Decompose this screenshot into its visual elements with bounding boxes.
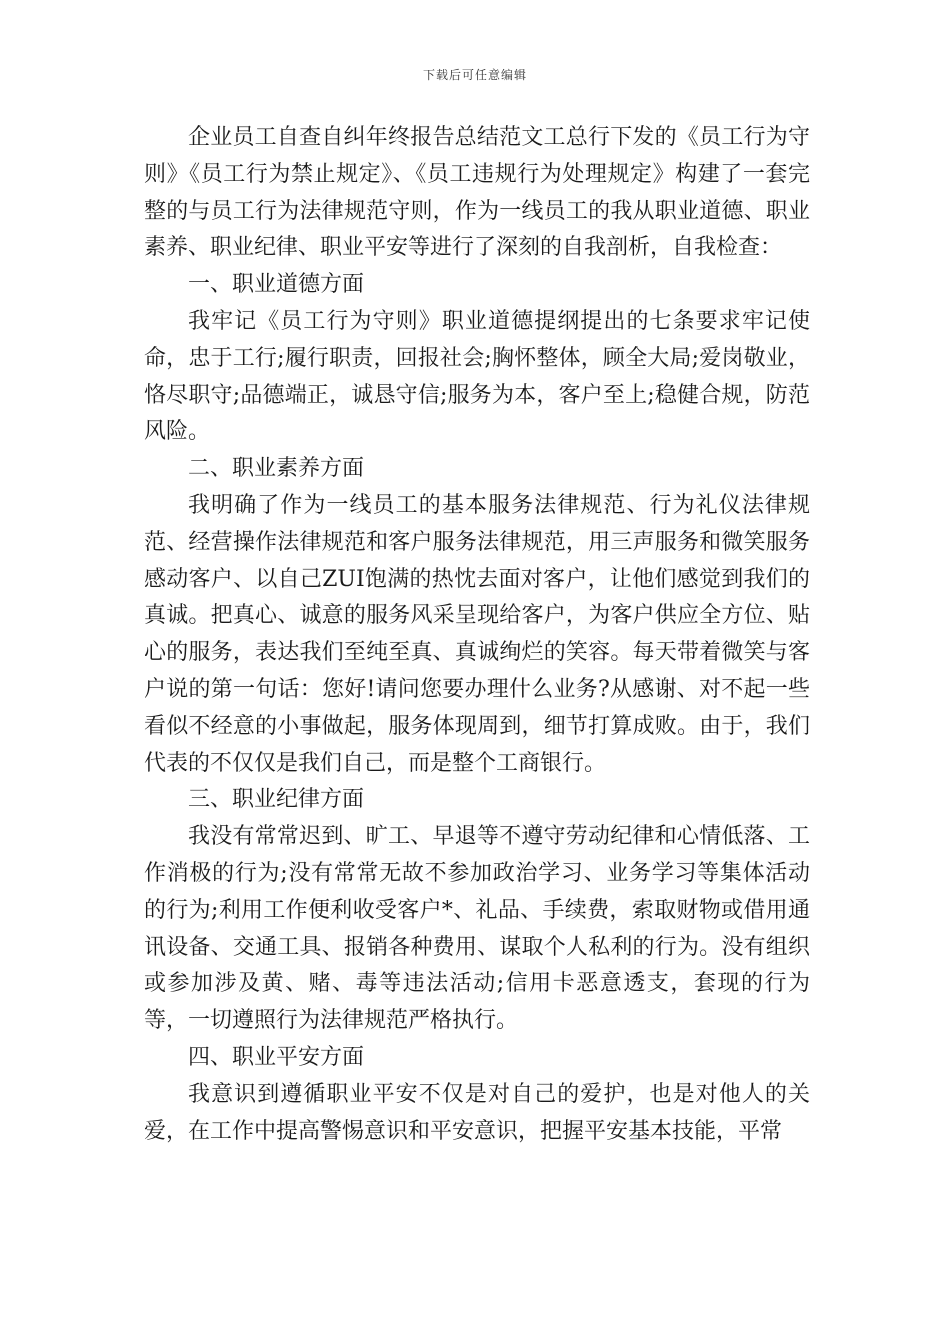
section-heading-professional-quality: 二、职业素养方面 — [188, 456, 365, 482]
section-heading-professional-ethics: 一、职业道德方面 — [188, 272, 365, 298]
section-body-professional-safety: 我意识到遵循职业平安不仅是对自己的爱护，也是对他人的关爱，在工作中提高警惕意识和平安意识，把握平安基本技能，平常 — [144, 1081, 810, 1144]
section-heading-professional-safety: 四、职业平安方面 — [188, 1044, 365, 1070]
section-body-professional-quality: 我明确了作为一线员工的基本服务法律规范、行为礼仪法律规范、经营操作法律规范和客户服务法律规范，用三声服务和微笑服务感动客户、以自己ZUI饱满的热忱去面对客户，让他们感觉到我们的真诚。把真心、诚意的服务风采呈现给客户，为客户供应全方位、贴心的服务，表达我们至纯至真、真诚绚烂的笑容。每天带着微笑与客户说的第一句话：您好!请问您要办理什么业务?从感谢、对不起一些看似不经意的小事做起，服务体现周到，细节打算成败。由于，我们代表的不仅仅是我们自己，而是整个工商银行。 — [144, 492, 810, 776]
page-header-note: 下载后可任意编辑 — [422, 68, 527, 82]
section-heading-professional-discipline: 三、职业纪律方面 — [188, 787, 365, 813]
section-body-professional-discipline: 我没有常常迟到、旷工、早退等不遵守劳动纪律和心情低落、工作消极的行为;没有常常无故不参加政治学习、业务学习等集体活动的行为;利用工作便利收受客户*、礼品、手续费，索取财物或借用通讯设备、交通工具、报销各种费用、谋取个人私利的行为。没有组织或参加涉及黄、赌、毒等违法活动;信用卡恶意透支，套现的行为等，一切遵照行为法律规范严格执行。 — [144, 824, 810, 1034]
intro-paragraph: 企业员工自查自纠年终报告总结范文工总行下发的《员工行为守则》《员工行为禁止规定》、《员工违规行为处理规定》构建了一套完整的与员工行为法律规范守则，作为一线员工的我从职业道德、职业素养、职业纪律、职业平安等进行了深刻的自我剖析，自我检查： — [144, 125, 810, 261]
section-body-professional-ethics: 我牢记《员工行为守则》职业道德提纲提出的七条要求牢记使命，忠于工行;履行职责，回报社会;胸怀整体，顾全大局;爱岗敬业，恪尽职守;品德端正，诚恳守信;服务为本，客户至上;稳健合规，防范风险。 — [144, 308, 810, 445]
document-body — [144, 120, 810, 1150]
